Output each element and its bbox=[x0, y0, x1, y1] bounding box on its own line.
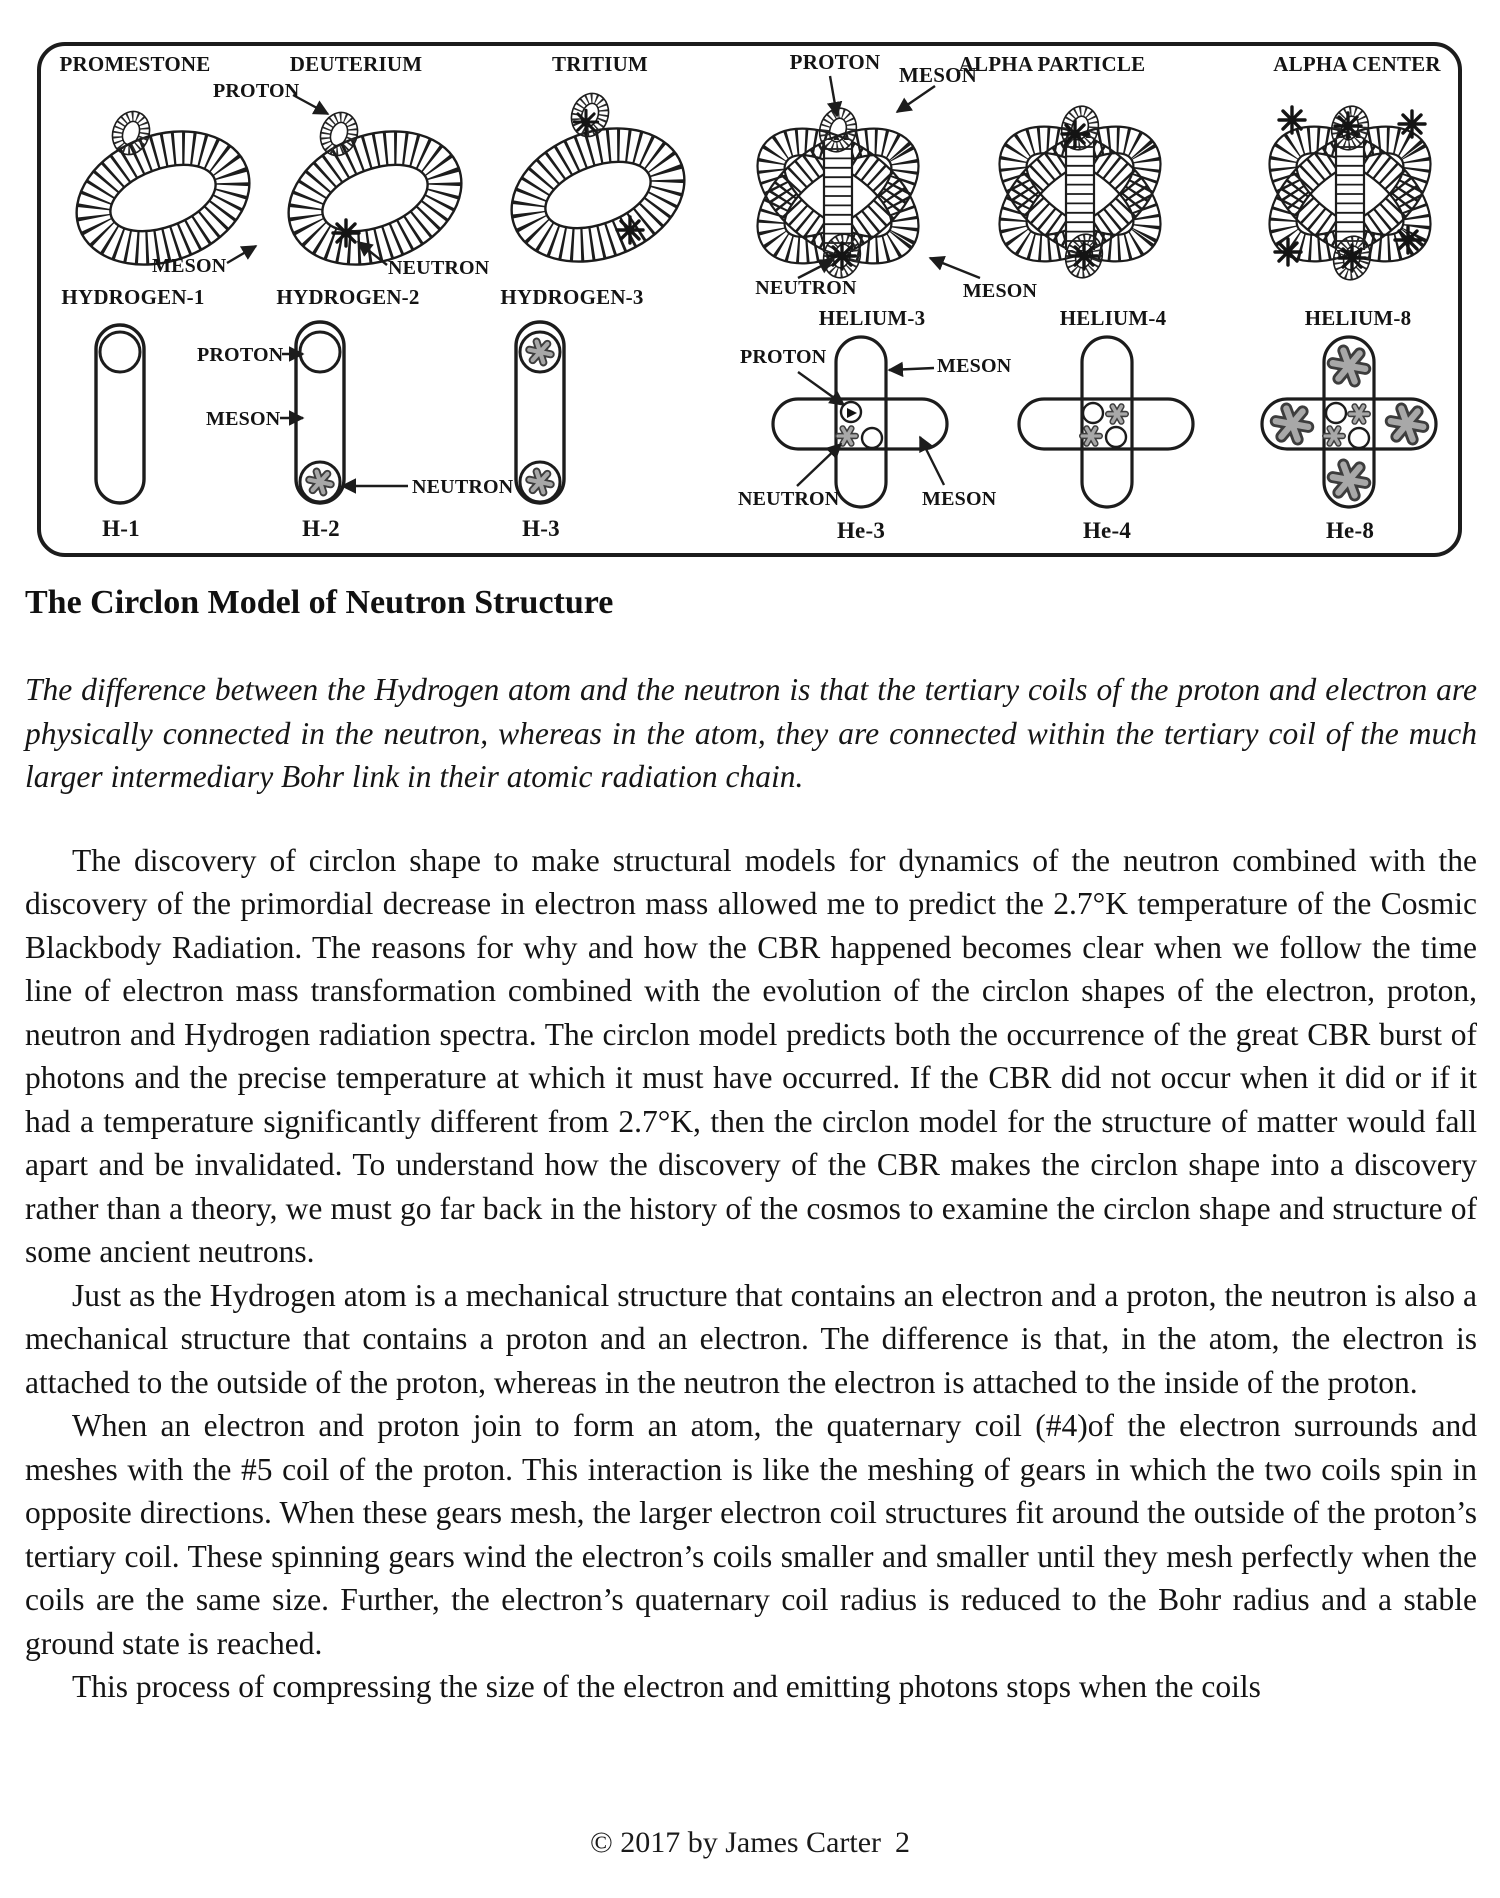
label-tritium: TRITIUM bbox=[552, 52, 648, 76]
label-he8: He-8 bbox=[1325, 518, 1375, 543]
tritium-torus bbox=[493, 88, 703, 284]
label-meson-he3-top: MESON bbox=[937, 355, 1012, 377]
label-proton-deuterium: PROTON bbox=[213, 80, 300, 102]
label-h3: H-3 bbox=[522, 516, 560, 541]
label-proton-h2: PROTON bbox=[197, 344, 284, 366]
label-alpha-center: ALPHA CENTER bbox=[1273, 52, 1441, 76]
label-meson-helium3-right: MESON bbox=[962, 280, 1038, 302]
page-number: 2 bbox=[895, 1826, 911, 1859]
label-meson-deuterium: MESON bbox=[152, 255, 227, 277]
body-paragraph-4: This process of compressing the size of the electron and emitting photons stops when the coils bbox=[72, 1669, 1261, 1704]
label-helium-3: HELIUM-3 bbox=[818, 306, 926, 330]
helium3-knot bbox=[733, 101, 943, 291]
body-paragraph-2: Just as the Hydrogen atom is a mechanical structure that contains an electron and a proton, the neutron is also a mechanical structure that contains a proton and an electron. The difference is that, in the atom, the electron is attached to the outside of the proton, whereas in the neutron the electron is attached to the inside of the proton. bbox=[25, 1277, 1477, 1400]
he4-cross bbox=[1019, 337, 1193, 507]
label-he3: He-3 bbox=[836, 518, 886, 543]
page-footer bbox=[0, 1826, 1500, 1860]
label-proton-he3: PROTON bbox=[740, 346, 827, 368]
body-paragraph-3: When an electron and proton join to form an atom, the quaternary coil (#4)of the electron surrounds and meshes with the #5 coil of the proton. This interaction is like the meshing of gears in which the two coils spin in opposite directions. When these gears mesh, the larger electron coil structures fit around the outside of the proton’s tertiary coil. These spinning gears wind the electron’s coils smaller and smaller until they mesh perfectly when the coils are the same size. Further, the electron’s quaternary coil radius is reduced to the Bohr radius and a stable ground state is reached. bbox=[25, 1408, 1477, 1661]
alpha-particle-knot bbox=[975, 99, 1185, 289]
label-he4: He-4 bbox=[1082, 518, 1132, 543]
label-meson-h2: MESON bbox=[206, 408, 281, 430]
label-hydrogen-1: HYDROGEN-1 bbox=[61, 285, 205, 309]
copyright-text: © 2017 by James Carter bbox=[589, 1826, 882, 1859]
alpha-center-knot bbox=[1245, 99, 1455, 289]
label-neutron-deuterium: NEUTRON bbox=[388, 257, 490, 279]
label-helium-4: HELIUM-4 bbox=[1059, 306, 1167, 330]
label-alpha-particle: ALPHA PARTICLE bbox=[958, 52, 1146, 76]
body-paragraph-1: The discovery of circlon shape to make structural models for dynamics of the neutron combined with the discovery of the primordial decrease in electron mass allowed me to predict the 2.7°K temperature of the Cosmic Blackbody Radiation. The reasons for why and how the CBR happened becomes clear when we follow the time line of electron mass transformation combined with the evolution of the circlon shapes of the electron, proton, neutron and Hydrogen radiation spectra. The circlon model predicts both the occurrence of the great CBR burst of photons and the precise temperature at which it must have occurred. If the CBR did not occur when it did or if it had a temperature significantly different from 2.7°K, then the circlon model for the structure of matter would fall apart and be invalidated. To understand how the discovery of the CBR makes the circlon shape into a discovery rather than a theory, we must go far back in the history of the cosmos to examine the circlon shape and structure of some ancient neutrons. bbox=[25, 842, 1477, 1269]
h1-capsule bbox=[96, 325, 144, 503]
label-deuterium: DEUTERIUM bbox=[289, 52, 423, 76]
label-meson-helium3: MESON bbox=[898, 63, 978, 87]
label-neutron-h2: NEUTRON bbox=[412, 476, 514, 498]
label-hydrogen-3: HYDROGEN-3 bbox=[500, 285, 644, 309]
label-h1: H-1 bbox=[102, 516, 140, 541]
page-title: The Circlon Model of Neutron Structure bbox=[25, 584, 614, 621]
lede-paragraph: The difference between the Hydrogen atom and the neutron is that the tertiary coils of the proton and electron are physically connected in the neutron, whereas in the atom, they are connected within the tertiary coil of the much larger intermediary Bohr link in their atomic radiation chain. bbox=[25, 672, 1477, 794]
label-hydrogen-2: HYDROGEN-2 bbox=[276, 285, 420, 309]
label-meson-he3-bottom: MESON bbox=[922, 488, 997, 510]
label-neutron-helium3: NEUTRON bbox=[755, 277, 857, 299]
label-helium-8: HELIUM-8 bbox=[1304, 306, 1412, 330]
label-promestone: PROMESTONE bbox=[59, 52, 211, 76]
article-body bbox=[25, 584, 1477, 1709]
label-proton-helium3: PROTON bbox=[789, 50, 881, 74]
label-neutron-he3: NEUTRON bbox=[738, 488, 840, 510]
label-h2: H-2 bbox=[302, 516, 340, 541]
